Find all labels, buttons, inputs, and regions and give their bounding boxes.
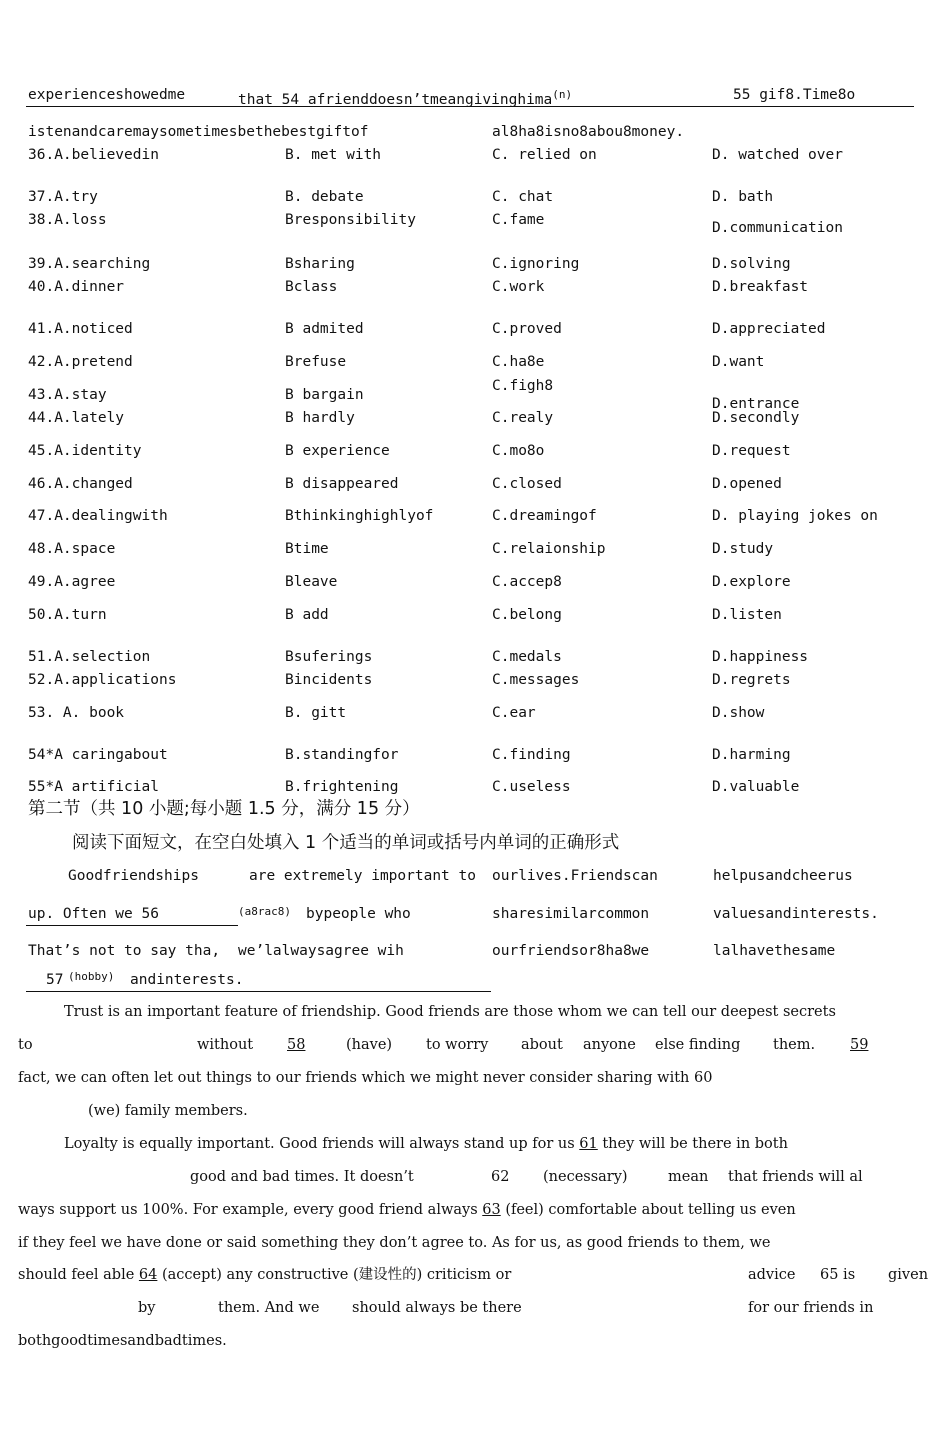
top-line2-part-b: al8ha8isno8abou8money. [492,124,685,140]
option-d: D.entrance [712,396,800,412]
option-b: B.standingfor [285,747,399,763]
p3-l3-a: ways support us 100%. For example, every good friend always [18,1202,478,1218]
option-b: Brefuse [285,354,347,370]
option-d: D.valuable [712,779,800,795]
option-b: B hardly [285,410,355,426]
option-d: D.want [712,354,765,370]
blank-56-underline [26,925,238,926]
p3-l2-c: (necessary) [543,1169,628,1185]
option-c: C.dreamingof [492,508,597,524]
option-b: Bsharing [285,256,355,272]
top-divider [26,106,914,107]
p3-l3 [18,1201,796,1219]
option-c: C.useless [492,779,571,795]
option-number: 44. [28,410,55,426]
option-d: D.listen [712,607,782,623]
p3-l1 [64,1135,788,1153]
option-number: 53. [28,705,55,721]
p3-l6-a: by [138,1300,156,1316]
p2-l4: (we) family members. [88,1103,248,1119]
p1-l2-sup: (a8rac8) [238,905,291,918]
section2-instruction: 阅读下面短文，在空白处填入 1 个适当的单词或括号内单词的正确形式 [72,833,620,853]
option-b: Bresponsibility [285,212,416,228]
option-number: 49. [28,574,55,590]
section2-heading: 第二节（共 10 小题;每小题 1.5 分，满分 15 分） [28,799,420,819]
top-line1-part-c: 55 gif8.Time8o [733,87,856,103]
option-a: A.noticed [54,321,133,337]
p1-l2-a: up. Often we 56 [28,906,159,922]
option-a: A.agree [54,574,116,590]
top-line1-part-b-text: that 54 afrienddoesn’tmeangivinghima [238,91,553,108]
p3-l5-a: should feel able [18,1267,135,1283]
p3-l1-a: Loyalty is equally important. Good friends will always stand up for us [64,1136,575,1152]
blank-63-number: 63 [482,1202,501,1218]
option-number: 42. [28,354,55,370]
option-b: B add [285,607,329,623]
p2-l2-c: (have) [346,1037,393,1053]
p1-l4-sup-wrap [68,968,114,991]
option-row-11-a [28,507,168,525]
p2-l1: Trust is an important feature of friendship. Good friends are those whom we can tell our deepest secrets [64,1004,836,1020]
p3-l6-c: should always be there [352,1300,522,1316]
option-b: B. gitt [285,705,347,721]
option-c: C.medals [492,649,562,665]
option-c: C. chat [492,189,554,205]
p3-l2-e: that friends will al [728,1169,863,1185]
option-d: D.regrets [712,672,791,688]
option-number: 50. [28,607,55,623]
option-d: D. bath [712,189,774,205]
option-c: C.fame [492,212,545,228]
option-row-15-a [28,648,150,666]
option-a: A.changed [54,476,133,492]
option-c: C.proved [492,321,562,337]
top-line1-sup: (n) [552,88,573,101]
p3-l5-b: (accept) any constructive (建设性的) criticism or [161,1267,512,1283]
p1-l1-d: helpusandcheerus [713,868,853,884]
p3-l5-c: advice [748,1267,796,1283]
option-c: C.messages [492,672,580,688]
option-b: B experience [285,443,390,459]
option-row-10-a [28,475,133,493]
option-c: C.realy [492,410,554,426]
option-row-7-a [28,386,107,404]
blank-61-number: 61 [579,1136,598,1152]
p2-l2-d: to worry [426,1037,489,1053]
option-c: C.finding [492,747,571,763]
option-number: 41. [28,321,55,337]
option-a: A.space [54,541,116,557]
option-a: A.selection [54,649,151,665]
option-c: C.closed [492,476,562,492]
option-b: B disappeared [285,476,399,492]
option-c: C.ignoring [492,256,580,272]
option-a: A.applications [54,672,177,688]
p2-l2-h: them. [773,1037,816,1053]
option-a: A.believedin [54,147,159,163]
p2-l2-e: about [521,1037,563,1053]
p3-l1-b: they will be there in both [602,1136,788,1152]
option-row-12-a [28,540,115,558]
option-b: Btime [285,541,329,557]
option-number: 46. [28,476,55,492]
option-c: C.ear [492,705,536,721]
blank-64-number: 64 [138,1267,158,1283]
p3-l5 [18,1266,511,1284]
option-number: 48. [28,541,55,557]
option-number: 45. [28,443,55,459]
option-c: C.mo8o [492,443,545,459]
p3-l4: if they feel we have done or said something they don’t agree to. As for us, as good friends to them, we [18,1235,771,1251]
option-b: Bincidents [285,672,373,688]
option-row-5-a [28,320,133,338]
p3-l2-b: 62 [491,1169,510,1185]
option-a: A.loss [54,212,107,228]
option-b: B bargain [285,387,364,403]
option-a: A.searching [54,256,151,272]
option-d: D.communication [712,220,843,236]
option-number: 52. [28,672,55,688]
option-row-16-a [28,671,176,689]
p1-l2-c: sharesimilarcommon [492,906,650,922]
option-row-9-a [28,442,142,460]
p1-l4-a: 57 [46,972,64,988]
option-row-4-a [28,278,124,296]
option-c: C.work [492,279,545,295]
option-row-1-a [28,188,98,206]
p1-l4-sup: (hobby) [68,970,115,983]
option-number: 36. [28,147,55,163]
p3-l2-a: good and bad times. It doesn’t [190,1169,414,1185]
p3-l5-d: 65 is [820,1267,856,1283]
blank-57-underline [26,991,491,992]
option-number: 37. [28,189,55,205]
option-row-14-a [28,606,107,624]
p1-l3-c: ourfriendsor8ha8we [492,943,650,959]
blank-59-number: 59 [850,1037,869,1053]
p1-l3-d: lalhavethesame [713,943,836,959]
p1-l1-b: are extremely important to [249,868,476,884]
p1-l4-b: andinterests. [130,972,244,988]
p2-l2-g: else finding [655,1037,741,1053]
p1-l3-a: That’s not to say tha, [28,943,221,959]
p2-l2-f: anyone [583,1037,636,1053]
option-c: C.accep8 [492,574,562,590]
option-d: D.solving [712,256,791,272]
option-b: Bleave [285,574,338,590]
option-row-0-a [28,146,159,164]
p2-l2-a: to [18,1037,33,1053]
p1-l1-a: Goodfriendships [68,868,199,884]
option-number: 51. [28,649,55,665]
p1-l2-sup-wrap [238,903,291,926]
option-c: C.relaionship [492,541,606,557]
option-a: A.dealingwith [54,508,168,524]
top-line1-part-a: experienceshowedme [28,87,186,103]
option-a: A.try [54,189,98,205]
p3-l5-e: given [888,1267,929,1283]
option-a: A.lately [54,410,125,426]
option-c: C. relied on [492,147,597,163]
option-number: 40. [28,279,55,295]
option-b: B.frightening [285,779,399,795]
p1-l3-b: we’lalwaysagree wih [238,943,404,959]
option-d: D. playing jokes on [712,508,878,524]
p1-l1-c: ourlives.Friendscan [492,868,658,884]
option-a: A caringabout [54,747,168,763]
option-row-2-a [28,211,107,229]
p1-l2-d: valuesandinterests. [713,906,879,922]
option-d: D.show [712,705,765,721]
option-row-17-a [28,704,124,722]
p3-l2-d: mean [668,1169,709,1185]
option-number: 54* [28,747,55,763]
option-d: D.happiness [712,649,809,665]
option-row-19-a [28,778,159,796]
p3-l6-b: them. And we [218,1300,320,1316]
p2-l3: fact, we can often let out things to our friends which we might never consider sharing with 60 [18,1070,713,1086]
option-row-6-a [28,353,133,371]
p3-l7: bothgoodtimesandbadtimes. [18,1333,227,1349]
option-a: A.pretend [54,354,133,370]
option-d: D.opened [712,476,782,492]
option-a: A.turn [54,607,107,623]
option-d: D. watched over [712,147,843,163]
option-a: A.identity [54,443,142,459]
option-d: D.request [712,443,791,459]
option-number: 47. [28,508,55,524]
p3-l3-b: (feel) comfortable about telling us even [505,1202,796,1218]
option-a: A. book [54,705,125,721]
option-d: D.appreciated [712,321,826,337]
option-d: D.study [712,541,774,557]
option-b: B admited [285,321,364,337]
p2-l2-b: without [197,1037,254,1053]
option-row-13-a [28,573,115,591]
option-b: B. met with [285,147,382,163]
option-c: C.ha8e [492,354,545,370]
option-row-8-a [28,409,124,427]
option-b: Bthinkinghighlyof [285,508,434,524]
blank-58-number: 58 [287,1037,306,1053]
option-row-18-a [28,746,168,764]
option-d: D.breakfast [712,279,809,295]
option-a: A.dinner [54,279,125,295]
option-row-3-a [28,255,150,273]
option-number: 38. [28,212,55,228]
option-number: 55* [28,779,55,795]
option-d: D.explore [712,574,791,590]
option-b: Bclass [285,279,338,295]
option-a: A artificial [54,779,159,795]
p3-l6-d: for our friends in [748,1300,874,1316]
option-a: A.stay [54,387,107,403]
option-c: C.figh8 [492,378,554,394]
option-c: C.belong [492,607,562,623]
option-d: D.harming [712,747,791,763]
option-b: Bsuferings [285,649,373,665]
top-line2-part-a: istenandcaremaysometimesbethebestgiftof [28,124,369,140]
p1-l2-b: bypeople who [306,906,411,922]
option-d: D.secondly [712,410,800,426]
option-number: 43. [28,387,55,403]
option-number: 39. [28,256,55,272]
option-b: B. debate [285,189,364,205]
